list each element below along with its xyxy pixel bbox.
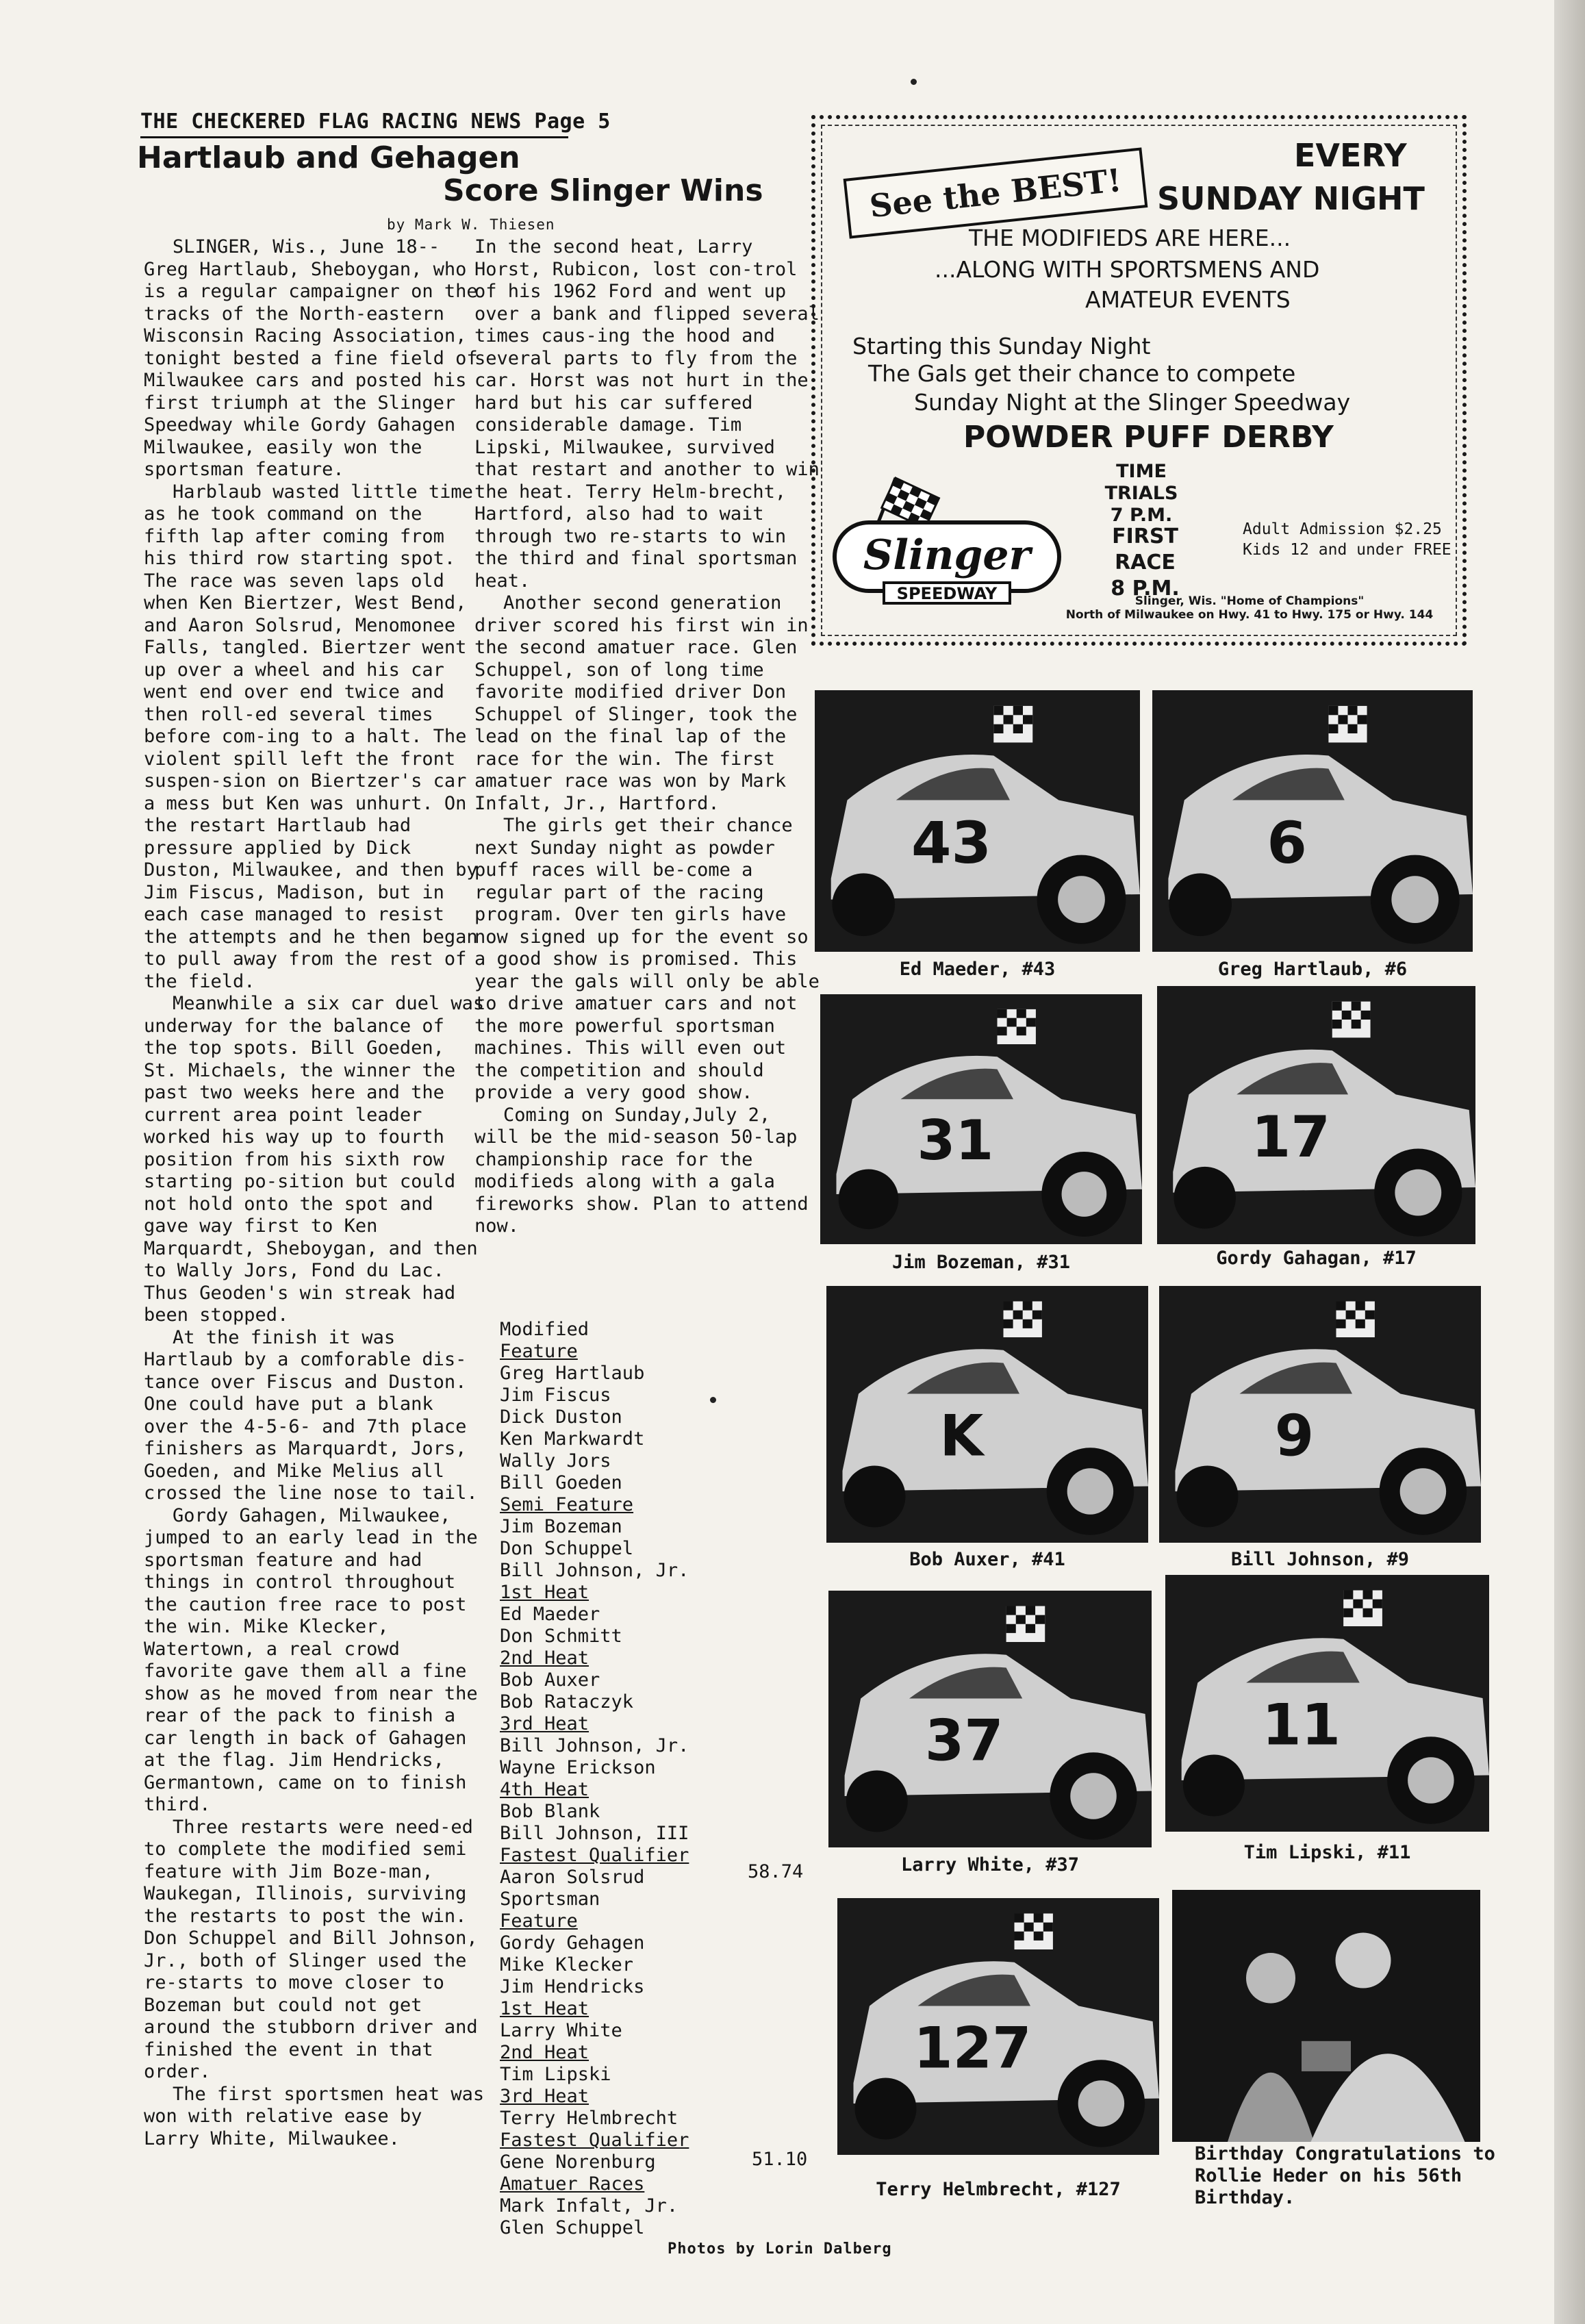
results-entry: Don Schmitt (500, 1626, 622, 1647)
results-heading: Semi Feature (500, 1494, 634, 1515)
results-entry: Bob Rataczyk (500, 1691, 634, 1713)
results-heading: 1st Heat (500, 1998, 589, 2019)
ad-every: EVERY (1294, 137, 1407, 174)
photo-caption: Gordy Gahagan, #17 (1216, 1248, 1417, 1269)
results-heading: 4th Heat (500, 1779, 589, 1800)
modified-fastest-time: 58.74 (748, 1861, 804, 1882)
byline: by Mark W. Thiesen (387, 216, 555, 233)
photo-caption: Jim Bozeman, #31 (891, 1252, 1071, 1273)
race-car-photo (815, 690, 1140, 952)
photo-caption: Bill Johnson, #9 (1230, 1549, 1410, 1570)
race-car-photo (820, 994, 1142, 1244)
ad-line: ...ALONG WITH SPORTSMENS AND (935, 256, 1320, 283)
birthday-caption: Birthday Congratulations to Rollie Heder on his 56th Birthday. (1195, 2143, 1495, 2208)
results-heading: Fastest Qualifier (500, 1845, 689, 1866)
results-entry: Wayne Erickson (500, 1757, 656, 1778)
results-entry: Terry Helmbrecht (500, 2108, 679, 2129)
results-entry: Bill Johnson, Jr. (500, 1560, 689, 1581)
results-entry: Ken Markwardt (500, 1428, 645, 1450)
car-number: 37 (924, 1708, 1004, 1774)
article-paragraph: Three restarts were need-ed to complete the modified semi feature with Jim Boze-man, Waukegan, Illinois, surviving the restarts to post the win. Don Schuppel and Bill Johnson, Jr., both of Slinger used the re-starts to move closer to Bozeman but could not get around the stubborn driver and finished the event in that order. (144, 1816, 478, 2082)
ad-line: AMATEUR EVENTS (1085, 286, 1291, 313)
photo-caption: Terry Helmbrecht, #127 (876, 2179, 1121, 2200)
results-entry: Don Schuppel (500, 1538, 634, 1559)
results-entry: Tim Lipski (500, 2064, 611, 2085)
results-entry: Greg Hartlaub (500, 1363, 645, 1384)
race-car-photo (837, 1898, 1159, 2155)
car-number: 127 (913, 2015, 1032, 2082)
results-heading: Feature (500, 1910, 578, 1932)
slinger-speedway-ad (811, 115, 1467, 646)
results-entry: Aaron Solsrud (500, 1867, 645, 1888)
results-entry: Dick Duston (500, 1406, 622, 1428)
ad-sunday-night: SUNDAY NIGHT (1157, 180, 1425, 217)
ad-first-race (1085, 524, 1205, 602)
headline-line1: Hartlaub and Gehagen (137, 140, 520, 175)
race-results-list (500, 1319, 698, 2239)
car-number: 9 (1274, 1403, 1315, 1469)
results-entry: Bob Blank (500, 1801, 600, 1822)
article-paragraph: In the second heat, Larry Horst, Rubicon, lost con-trol of his 1962 Ford and went up over a bank and flipped several times caus-ing the hood and several parts to fly from the car. Horst was not hurt in the hard but his car suffered considerable damage. Tim Lipski, Milwaukee, survived that restart and another to win the heat. Terry Helm-brecht, Hartford, also had to wait through two re-starts to win the third and final sportsman heat. (474, 236, 820, 592)
ad-line: Sunday Night at the Slinger Speedway (914, 389, 1351, 416)
ad-line: THE MODIFIEDS ARE HERE... (969, 225, 1291, 251)
time-trials-time: 7 P.M. (1110, 505, 1173, 526)
ad-powder-puff-derby: POWDER PUFF DERBY (963, 420, 1334, 455)
ad-line: The Gals get their chance to compete (868, 360, 1296, 387)
car-number: 31 (917, 1107, 994, 1172)
article-paragraph: At the finish it was Hartlaub by a comforable dis-tance over Fiscus and Duston. One could have put a blank over the 4-5-6- and 7th place finishers as Marquardt, Jors, Goeden, and Mike Melius all crossed the line nose to tail. (144, 1326, 478, 1504)
results-heading: 1st Heat (500, 1582, 589, 1603)
results-heading: Fastest Qualifier (500, 2130, 689, 2151)
photo-caption: Larry White, #37 (900, 1854, 1080, 1875)
results-entry: Bill Goeden (500, 1472, 622, 1493)
ad-location (1044, 594, 1455, 622)
photo-caption: Ed Maeder, #43 (899, 959, 1056, 980)
article-paragraph: SLINGER, Wis., June 18-- Greg Hartlaub, Sheboygan, who is a regular campaigner on the tracks of the North-eastern Wisconsin Racing Association, tonight bested a fine field of Milwaukee cars and posted his first triumph at the Slinger Speedway while Gordy Gahagen Milwaukee, easily won the sportsman feature. (144, 236, 478, 480)
slinger-speedway-logo (830, 475, 1063, 605)
adult-admission: Adult Admission $2.25 (1243, 520, 1442, 538)
results-entry: Ed Maeder (500, 1604, 600, 1625)
results-entry: Sportsman (500, 1889, 600, 1910)
page-edge-shadow (1554, 0, 1585, 2324)
results-entry: Jim Bozeman (500, 1516, 622, 1537)
results-heading: 3rd Heat (500, 2086, 589, 2107)
results-entry: Glen Schuppel (500, 2217, 645, 2238)
results-entry: Bill Johnson, Jr. (500, 1735, 689, 1756)
article-paragraph: The first sportsmen heat was won with relative ease by Larry White, Milwaukee. (144, 2083, 485, 2149)
results-entry: Gene Norenburg (500, 2151, 656, 2173)
results-heading: 3rd Heat (500, 1713, 589, 1734)
race-car-photo (1152, 690, 1473, 952)
article-paragraph: Gordy Gahagen, Milwaukee, jumped to an early lead in the sportsman feature and had things in control throughout the caution free race to post the win. Mike Klecker, Watertown, a real crowd favorite gave them all a fine show as he moved from near the rear of the pack to finish a car length in back of Gahagen at the flag. Jim Hendricks, Germantown, came on to finish third. (144, 1504, 478, 1815)
article-paragraph: The girls get their chance next Sunday night as powder puff races will be-come a regular part of the racing program. Over ten girls have now signed up for the event so a good show is promised. This year the gals will only be able to drive amatuer cars and not the more powerful sportsman machines. This will even out the competition and should provide a very good show. (474, 815, 820, 1103)
results-heading: 2nd Heat (500, 1647, 589, 1669)
article-paragraph: Meanwhile a six car duel was underway for the balance of the top spots. Bill Goeden, St. Michaels, the winner the past two weeks here and the current area point leader worked his way up to fourth position from his sixth row starting po-sition but could not hold onto the spot and gave way first to Ken Marquardt, Sheboygan, and then to Wally Jors, Fond du Lac. Thus Geoden's win streak had been stopped. (144, 993, 485, 1326)
print-speck (911, 79, 917, 85)
ad-time-trials (1093, 461, 1189, 527)
car-number: K (939, 1403, 984, 1469)
race-car-photo (1159, 1286, 1481, 1543)
results-entry: Jim Hendricks (500, 1976, 645, 1997)
article-column-1 (144, 236, 486, 2150)
birthday-photo (1172, 1890, 1480, 2142)
running-head: THE CHECKERED FLAG RACING NEWS Page 5 (140, 110, 568, 138)
car-number: 6 (1267, 809, 1307, 877)
results-entry: Larry White (500, 2020, 622, 2041)
article-paragraph: Another second generation driver scored his first win in the second amatuer race. Glen Schuppel, son of long time favorite modified driver Don Schuppel of Slinger, took the lead on the final lap of the race for the win. The first amatuer race was won by Mark Infalt, Jr., Hartford. (474, 592, 809, 814)
article-paragraph: Harblaub wasted little time as he took command on the fifth lap after coming from his third row starting spot. The race was seven laps old when Ken Biertzer, West Bend, and Aaron Solsrud, Menomonee Falls, tangled. Biertzer went up over a wheel and his car went end over end twice and then roll-ed several times before com-ing to a halt. The violent spill left the front suspen-sion on Biertzer's car a mess but Ken was unhurt. On the restart Hartlaub had pressure applied by Dick Duston, Milwaukee, and then by Jim Fiscus, Madison, but in each case managed to resist the attempts and he then began to pull away from the rest of the field. (144, 481, 478, 992)
results-entry: Gordy Gehagen (500, 1932, 645, 1954)
first-race-time: 8 P.M. (1111, 577, 1180, 601)
article-column-2 (474, 236, 820, 1238)
first-race-label: FIRST RACE (1112, 525, 1178, 574)
race-car-photo (1157, 986, 1475, 1244)
directions: North of Milwaukee on Hwy. 41 to Hwy. 175 or Hwy. 144 (1065, 608, 1434, 622)
photo-caption: Greg Hartlaub, #6 (1217, 959, 1408, 980)
race-car-photo (1165, 1575, 1489, 1832)
photo-caption: Bob Auxer, #41 (909, 1549, 1065, 1570)
logo-speedway: SPEEDWAY (896, 584, 998, 603)
article-paragraph: Coming on Sunday,July 2, will be the mid-season 50-lap championship race for the modifieds along with a gala fireworks show. Plan to attend now. (474, 1104, 809, 1237)
time-trials-label: TIME TRIALS (1104, 461, 1178, 504)
car-number: 43 (911, 809, 991, 877)
results-heading: Amatuer Races (500, 2173, 645, 2195)
results-entry: Bill Johnson, III (500, 1823, 689, 1844)
car-number: 17 (1251, 1103, 1331, 1170)
photo-caption: Tim Lipski, #11 (1243, 1842, 1411, 1863)
ad-see-the-best: See the BEST! (844, 147, 1148, 238)
results-heading: 2nd Heat (500, 2042, 589, 2063)
results-entry: Jim Fiscus (500, 1385, 611, 1406)
results-entry: Mark Infalt, Jr. (500, 2195, 679, 2216)
sportsman-fastest-time: 51.10 (752, 2149, 808, 2170)
race-car-photo (828, 1591, 1152, 1847)
headline-line2: Score Slinger Wins (443, 173, 763, 208)
print-speck (710, 1397, 716, 1403)
car-number: 11 (1262, 1692, 1341, 1758)
results-entry: Wally Jors (500, 1450, 611, 1472)
ad-admission (1243, 519, 1451, 560)
results-entry: Modified (500, 1319, 589, 1340)
race-car-photo (826, 1286, 1148, 1543)
results-heading: Feature (500, 1341, 578, 1362)
home-of-champions: Slinger, Wis. "Home of Champions" (1134, 594, 1365, 608)
results-entry: Mike Klecker (500, 1954, 634, 1975)
results-entry: Bob Auxer (500, 1669, 600, 1691)
photo-credit: Photos by Lorin Dalberg (668, 2240, 892, 2258)
ad-line: Starting this Sunday Night (852, 333, 1151, 359)
logo-wordmark: Slinger (863, 531, 1031, 579)
kids-admission: Kids 12 and under FREE (1243, 541, 1451, 559)
